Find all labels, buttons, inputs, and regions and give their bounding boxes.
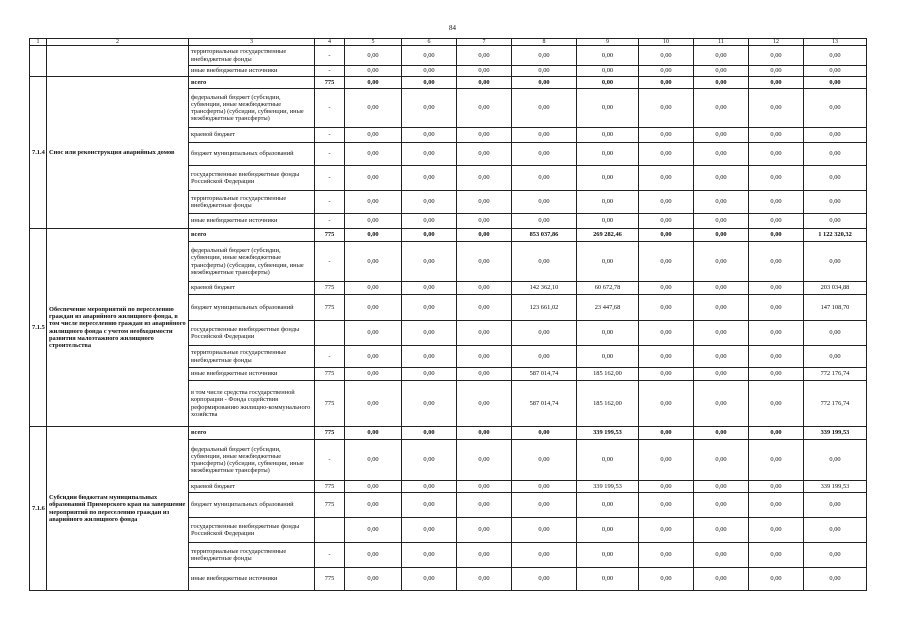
funding-source-label: иные внебюджетные источники [189,66,315,77]
amount-cell: 0,00 [512,214,577,229]
funding-source-label: федеральный бюджет (субсидии, субвенции, иные межбюджетные трансферты) (субсидии, субвенции, иные межбюджетные трансферты) [189,242,315,282]
amount-cell: 0,00 [457,568,512,591]
amount-cell: 0,00 [694,481,749,493]
amount-cell: 0,00 [402,128,457,143]
amount-cell: 0,00 [457,191,512,214]
amount-cell: 772 176,74 [804,368,867,381]
amount-cell: 0,00 [749,493,804,518]
amount-cell: 0,00 [749,295,804,321]
amount-cell: 0,00 [512,568,577,591]
amount-cell: 0,00 [749,66,804,77]
amount-cell: 853 037,86 [512,229,577,242]
amount-cell: 772 176,74 [804,381,867,427]
funding-source-label: государственные внебюджетные фонды Российской Федерации [189,518,315,543]
amount-cell: 60 672,78 [577,282,639,295]
amount-cell: 0,00 [577,321,639,346]
amount-cell: 0,00 [577,166,639,191]
amount-cell: 0,00 [639,427,694,440]
amount-cell: 0,00 [577,242,639,282]
amount-cell: 0,00 [512,481,577,493]
amount-cell: 0,00 [457,321,512,346]
amount-cell: 587 014,74 [512,381,577,427]
amount-cell: 0,00 [457,493,512,518]
code-cell: 775 [315,282,345,295]
amount-cell: 0,00 [402,440,457,481]
amount-cell: 0,00 [694,543,749,568]
amount-cell: 0,00 [694,214,749,229]
amount-cell: 0,00 [577,568,639,591]
amount-cell: 0,00 [402,166,457,191]
amount-cell: 0,00 [512,191,577,214]
amount-cell: 0,00 [512,242,577,282]
amount-cell: 0,00 [804,321,867,346]
amount-cell: 0,00 [694,368,749,381]
funding-source-label: в том числе средства государственной корпорации - Фонда содействия реформированию жилищно-коммунального хозяйства [189,381,315,427]
column-number-cell: 7 [457,39,512,46]
code-cell: 775 [315,493,345,518]
amount-cell: 0,00 [402,321,457,346]
code-cell: - [315,166,345,191]
code-cell [315,518,345,543]
amount-cell: 0,00 [804,518,867,543]
amount-cell: 0,00 [804,66,867,77]
amount-cell: 0,00 [402,568,457,591]
code-cell: 775 [315,427,345,440]
amount-cell: 0,00 [804,242,867,282]
budget-table [29,38,867,591]
code-cell: - [315,242,345,282]
item-name [47,46,189,77]
funding-source-label: территориальные государственные внебюджетные фонды [189,543,315,568]
amount-cell: 0,00 [457,440,512,481]
amount-cell: 0,00 [749,89,804,128]
funding-source-label: бюджет муниципальных образований [189,295,315,321]
funding-source-label: государственные внебюджетные фонды Российской Федерации [189,166,315,191]
amount-cell: 0,00 [345,381,402,427]
amount-cell: 0,00 [457,381,512,427]
column-number-cell: 5 [345,39,402,46]
amount-cell: 0,00 [512,46,577,66]
amount-cell: 0,00 [402,242,457,282]
amount-cell: 0,00 [457,282,512,295]
amount-cell: 147 108,70 [804,295,867,321]
code-cell: 775 [315,381,345,427]
amount-cell: 0,00 [402,229,457,242]
table-body [30,46,867,591]
amount-cell: 269 282,46 [577,229,639,242]
amount-cell: 0,00 [804,143,867,166]
item-name: Снос или реконструкция аварийных домов [47,77,189,229]
amount-cell: 0,00 [639,518,694,543]
funding-source-label: всего [189,77,315,89]
funding-source-label: бюджет муниципальных образований [189,493,315,518]
amount-cell: 0,00 [345,493,402,518]
column-number-cell: 2 [47,39,189,46]
funding-source-label: федеральный бюджет (субсидии, субвенции, иные межбюджетные трансферты) (субсидии, субвенции, иные межбюджетные трансферты) [189,440,315,481]
amount-cell: 0,00 [749,481,804,493]
column-number-cell: 9 [577,39,639,46]
amount-cell: 0,00 [577,128,639,143]
code-cell: - [315,66,345,77]
code-cell: 775 [315,368,345,381]
item-name: Обеспечение мероприятий по переселению граждан из аварийного жилищного фонда, в том числе переселению граждан из аварийного жилищного фонда с учетом необходимости развития малоэтажного жилищного строительства [47,229,189,427]
code-cell: 775 [315,77,345,89]
amount-cell: 0,00 [639,191,694,214]
amount-cell: 0,00 [512,77,577,89]
amount-cell: 0,00 [345,66,402,77]
amount-cell: 0,00 [345,242,402,282]
code-cell: - [315,191,345,214]
amount-cell: 0,00 [694,191,749,214]
amount-cell: 0,00 [749,191,804,214]
amount-cell: 0,00 [639,346,694,368]
amount-cell: 0,00 [457,481,512,493]
code-cell: 775 [315,568,345,591]
amount-cell: 0,00 [457,346,512,368]
amount-cell: 0,00 [749,77,804,89]
funding-source-label: федеральный бюджет (субсидии, субвенции, иные межбюджетные трансферты) (субсидии, субвенции, иные межбюджетные трансферты) [189,89,315,128]
amount-cell: 0,00 [577,191,639,214]
amount-cell: 0,00 [694,282,749,295]
amount-cell: 0,00 [577,143,639,166]
amount-cell: 0,00 [804,543,867,568]
amount-cell: 0,00 [577,77,639,89]
amount-cell: 0,00 [457,295,512,321]
code-cell: - [315,89,345,128]
amount-cell: 0,00 [402,77,457,89]
amount-cell: 0,00 [639,321,694,346]
funding-source-label: иные внебюджетные источники [189,368,315,381]
amount-cell: 0,00 [749,568,804,591]
amount-cell: 0,00 [804,166,867,191]
amount-cell: 0,00 [694,568,749,591]
amount-cell: 0,00 [639,481,694,493]
amount-cell: 0,00 [457,46,512,66]
amount-cell: 0,00 [639,214,694,229]
amount-cell: 0,00 [457,242,512,282]
column-number-cell: 8 [512,39,577,46]
amount-cell: 0,00 [639,568,694,591]
amount-cell: 0,00 [639,128,694,143]
amount-cell: 0,00 [639,543,694,568]
code-cell: 775 [315,229,345,242]
amount-cell: 0,00 [639,66,694,77]
amount-cell: 0,00 [577,89,639,128]
amount-cell: 1 122 320,32 [804,229,867,242]
column-number-cell: 4 [315,39,345,46]
code-cell: - [315,143,345,166]
amount-cell: 0,00 [639,89,694,128]
code-cell: - [315,440,345,481]
amount-cell: 0,00 [402,282,457,295]
amount-cell: 142 362,10 [512,282,577,295]
amount-cell: 0,00 [639,46,694,66]
code-cell: - [315,346,345,368]
amount-cell: 0,00 [694,427,749,440]
amount-cell: 0,00 [345,543,402,568]
amount-cell: 0,00 [345,427,402,440]
amount-cell: 123 661,02 [512,295,577,321]
funding-source-label: территориальные государственные внебюджетные фонды [189,46,315,66]
amount-cell: 185 162,00 [577,381,639,427]
amount-cell: 0,00 [639,440,694,481]
amount-cell: 0,00 [639,242,694,282]
amount-cell: 0,00 [804,46,867,66]
amount-cell: 0,00 [457,229,512,242]
amount-cell: 0,00 [639,368,694,381]
amount-cell: 0,00 [345,166,402,191]
total-row [30,77,867,89]
amount-cell: 339 199,53 [577,427,639,440]
item-index: 7.1.5 [30,229,47,427]
item-index: 7.1.4 [30,77,47,229]
item-name: Субсидии бюджетам муниципальных образований Приморского края на завершение мероприятий по переселению граждан из аварийного жилищного фонда [47,427,189,591]
amount-cell: 0,00 [694,77,749,89]
amount-cell: 0,00 [345,46,402,66]
amount-cell: 0,00 [694,143,749,166]
amount-cell: 0,00 [694,229,749,242]
funding-source-label: территориальные государственные внебюджетные фонды [189,191,315,214]
table-row [30,46,867,66]
amount-cell: 0,00 [402,346,457,368]
amount-cell: 0,00 [402,191,457,214]
amount-cell: 0,00 [402,493,457,518]
amount-cell: 0,00 [694,493,749,518]
amount-cell: 0,00 [694,440,749,481]
item-index [30,46,47,77]
amount-cell: 0,00 [457,89,512,128]
code-cell [315,321,345,346]
amount-cell: 0,00 [402,143,457,166]
amount-cell: 0,00 [512,440,577,481]
amount-cell: 0,00 [694,295,749,321]
amount-cell: 339 199,53 [804,427,867,440]
amount-cell: 339 199,53 [577,481,639,493]
funding-source-label: территориальные государственные внебюджетные фонды [189,346,315,368]
amount-cell: 0,00 [402,89,457,128]
amount-cell: 0,00 [577,214,639,229]
amount-cell: 0,00 [577,66,639,77]
amount-cell: 0,00 [512,89,577,128]
amount-cell: 0,00 [749,46,804,66]
amount-cell: 0,00 [457,143,512,166]
amount-cell: 0,00 [749,368,804,381]
amount-cell: 0,00 [749,440,804,481]
item-index: 7.1.6 [30,427,47,591]
amount-cell: 0,00 [345,143,402,166]
amount-cell: 0,00 [639,493,694,518]
amount-cell: 0,00 [345,128,402,143]
amount-cell: 0,00 [345,568,402,591]
amount-cell: 0,00 [804,77,867,89]
amount-cell: 0,00 [577,518,639,543]
amount-cell: 0,00 [402,66,457,77]
amount-cell: 0,00 [694,242,749,282]
amount-cell: 0,00 [694,66,749,77]
amount-cell: 0,00 [402,427,457,440]
funding-source-label: краевой бюджет [189,481,315,493]
amount-cell: 0,00 [345,191,402,214]
amount-cell: 0,00 [512,346,577,368]
code-cell: 775 [315,481,345,493]
amount-cell: 0,00 [804,128,867,143]
amount-cell: 0,00 [577,46,639,66]
funding-source-label: всего [189,427,315,440]
amount-cell: 23 447,68 [577,295,639,321]
column-number-cell: 3 [189,39,315,46]
amount-cell: 587 014,74 [512,368,577,381]
amount-cell: 0,00 [457,77,512,89]
amount-cell: 0,00 [512,143,577,166]
amount-cell: 0,00 [345,229,402,242]
amount-cell: 0,00 [694,346,749,368]
amount-cell: 0,00 [402,46,457,66]
amount-cell: 0,00 [345,282,402,295]
amount-cell: 0,00 [749,346,804,368]
amount-cell: 0,00 [749,381,804,427]
amount-cell: 0,00 [345,77,402,89]
column-number-cell: 1 [30,39,47,46]
amount-cell: 0,00 [512,66,577,77]
amount-cell: 0,00 [402,295,457,321]
funding-source-label: всего [189,229,315,242]
amount-cell: 0,00 [749,427,804,440]
amount-cell: 0,00 [512,518,577,543]
amount-cell: 0,00 [345,440,402,481]
amount-cell: 0,00 [577,346,639,368]
amount-cell: 0,00 [577,493,639,518]
amount-cell: 185 162,00 [577,368,639,381]
amount-cell: 0,00 [694,518,749,543]
funding-source-label: краевой бюджет [189,282,315,295]
amount-cell: 0,00 [457,518,512,543]
amount-cell: 0,00 [345,89,402,128]
column-number-cell: 6 [402,39,457,46]
column-number-row [30,39,867,46]
amount-cell: 0,00 [577,543,639,568]
amount-cell: 0,00 [694,46,749,66]
column-number-cell: 10 [639,39,694,46]
amount-cell: 0,00 [345,321,402,346]
amount-cell: 0,00 [457,543,512,568]
amount-cell: 339 199,53 [804,481,867,493]
amount-cell: 0,00 [639,295,694,321]
amount-cell: 0,00 [804,568,867,591]
total-row [30,229,867,242]
amount-cell: 0,00 [639,381,694,427]
amount-cell: 0,00 [804,493,867,518]
amount-cell: 0,00 [402,381,457,427]
amount-cell: 0,00 [694,89,749,128]
amount-cell: 0,00 [512,543,577,568]
amount-cell: 0,00 [457,66,512,77]
amount-cell: 0,00 [694,166,749,191]
amount-cell: 0,00 [345,295,402,321]
amount-cell: 0,00 [749,242,804,282]
total-row [30,427,867,440]
amount-cell: 0,00 [749,282,804,295]
amount-cell: 0,00 [457,166,512,191]
funding-source-label: бюджет муниципальных образований [189,143,315,166]
amount-cell: 0,00 [457,128,512,143]
amount-cell: 0,00 [749,543,804,568]
code-cell: - [315,214,345,229]
amount-cell: 0,00 [577,440,639,481]
amount-cell: 0,00 [749,128,804,143]
amount-cell: 0,00 [639,282,694,295]
amount-cell: 0,00 [804,191,867,214]
amount-cell: 0,00 [345,214,402,229]
amount-cell: 0,00 [402,543,457,568]
amount-cell: 0,00 [512,166,577,191]
column-number-cell: 12 [749,39,804,46]
amount-cell: 0,00 [694,321,749,346]
amount-cell: 0,00 [512,128,577,143]
amount-cell: 0,00 [749,166,804,191]
amount-cell: 0,00 [639,166,694,191]
amount-cell: 0,00 [639,143,694,166]
amount-cell: 0,00 [804,440,867,481]
code-cell: 775 [315,295,345,321]
amount-cell: 0,00 [804,346,867,368]
amount-cell: 203 034,88 [804,282,867,295]
column-number-cell: 13 [804,39,867,46]
amount-cell: 0,00 [749,143,804,166]
amount-cell: 0,00 [749,518,804,543]
funding-source-label: иные внебюджетные источники [189,568,315,591]
code-cell: - [315,128,345,143]
amount-cell: 0,00 [402,481,457,493]
column-number-cell: 11 [694,39,749,46]
amount-cell: 0,00 [694,128,749,143]
amount-cell: 0,00 [402,518,457,543]
amount-cell: 0,00 [749,214,804,229]
amount-cell: 0,00 [457,368,512,381]
amount-cell: 0,00 [512,427,577,440]
amount-cell: 0,00 [804,89,867,128]
amount-cell: 0,00 [402,368,457,381]
code-cell: - [315,543,345,568]
amount-cell: 0,00 [457,427,512,440]
amount-cell: 0,00 [457,214,512,229]
funding-source-label: краевой бюджет [189,128,315,143]
code-cell: - [315,46,345,66]
page-number: 84 [449,24,456,32]
amount-cell: 0,00 [345,518,402,543]
amount-cell: 0,00 [512,493,577,518]
amount-cell: 0,00 [749,229,804,242]
funding-source-label: иные внебюджетные источники [189,214,315,229]
amount-cell: 0,00 [749,321,804,346]
amount-cell: 0,00 [512,321,577,346]
amount-cell: 0,00 [804,214,867,229]
amount-cell: 0,00 [345,346,402,368]
funding-source-label: государственные внебюджетные фонды Российской Федерации [189,321,315,346]
amount-cell: 0,00 [639,229,694,242]
amount-cell: 0,00 [402,214,457,229]
amount-cell: 0,00 [345,481,402,493]
amount-cell: 0,00 [639,77,694,89]
amount-cell: 0,00 [694,381,749,427]
amount-cell: 0,00 [345,368,402,381]
